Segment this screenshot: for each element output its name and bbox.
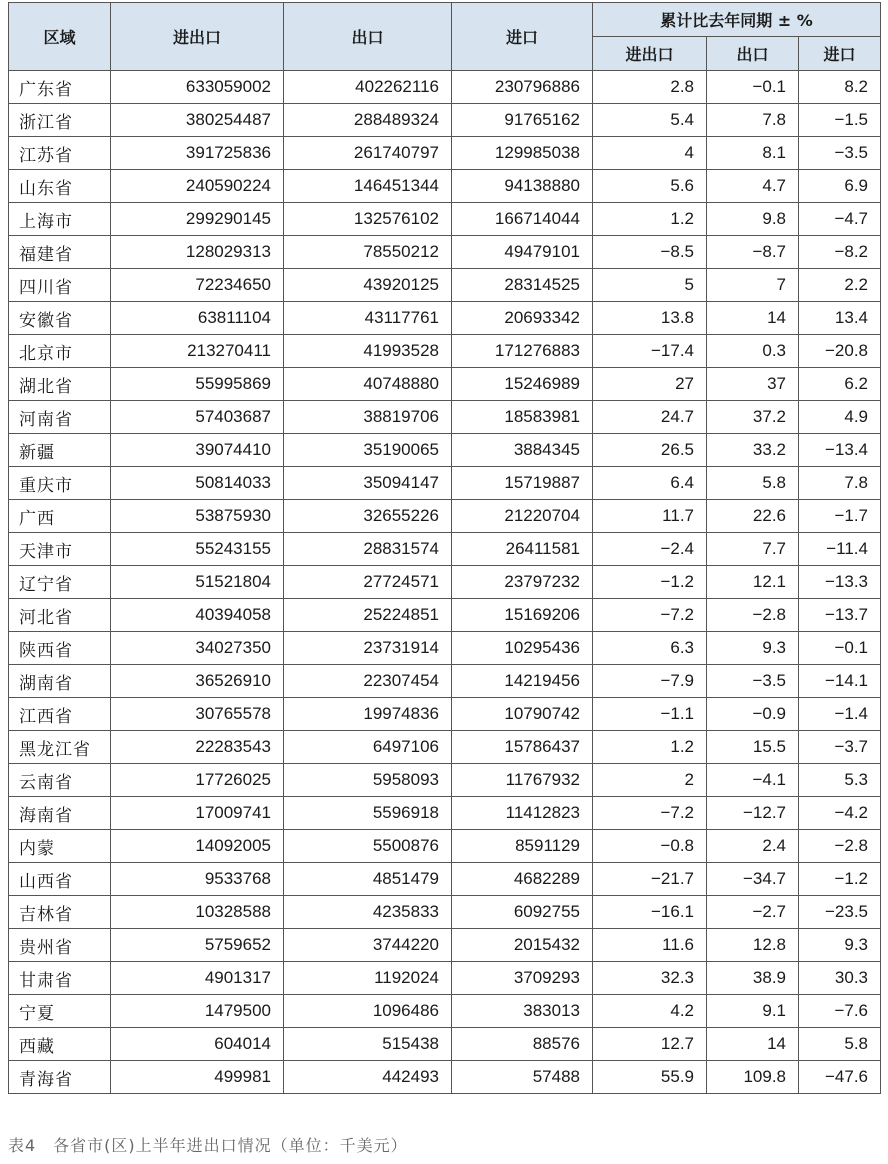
- cell-yoy-total: 11.6: [593, 929, 707, 962]
- header-export: 出口: [284, 3, 452, 71]
- cell-yoy-import: 8.2: [799, 71, 881, 104]
- cell-yoy-import: −11.4: [799, 533, 881, 566]
- cell-import: 14219456: [452, 665, 593, 698]
- cell-region: 新疆: [9, 434, 111, 467]
- cell-yoy-total: 12.7: [593, 1028, 707, 1061]
- cell-yoy-export: 14: [707, 1028, 799, 1061]
- cell-yoy-export: 37: [707, 368, 799, 401]
- cell-region: 重庆市: [9, 467, 111, 500]
- table-caption: 表4 各省市(区)上半年进出口情况（单位：千美元）: [8, 1136, 408, 1155]
- cell-yoy-export: 12.8: [707, 929, 799, 962]
- cell-yoy-import: −13.3: [799, 566, 881, 599]
- table-row: [9, 599, 881, 632]
- cell-import: 18583981: [452, 401, 593, 434]
- cell-yoy-export: 4.7: [707, 170, 799, 203]
- table-row: [9, 533, 881, 566]
- cell-yoy-import: −4.7: [799, 203, 881, 236]
- cell-import: 4682289: [452, 863, 593, 896]
- cell-total: 72234650: [111, 269, 284, 302]
- cell-yoy-import: −8.2: [799, 236, 881, 269]
- table-row: [9, 170, 881, 203]
- table-row: [9, 929, 881, 962]
- table-row: [9, 467, 881, 500]
- cell-import: 6092755: [452, 896, 593, 929]
- cell-yoy-import: −1.2: [799, 863, 881, 896]
- cell-export: 261740797: [284, 137, 452, 170]
- cell-yoy-import: −1.5: [799, 104, 881, 137]
- cell-yoy-import: −20.8: [799, 335, 881, 368]
- cell-yoy-import: 9.3: [799, 929, 881, 962]
- cell-import: 3709293: [452, 962, 593, 995]
- cell-region: 四川省: [9, 269, 111, 302]
- cell-import: 3884345: [452, 434, 593, 467]
- cell-export: 3744220: [284, 929, 452, 962]
- cell-yoy-export: 7.8: [707, 104, 799, 137]
- cell-yoy-import: 13.4: [799, 302, 881, 335]
- cell-yoy-total: −8.5: [593, 236, 707, 269]
- cell-import: 28314525: [452, 269, 593, 302]
- cell-export: 442493: [284, 1061, 452, 1094]
- cell-region: 广西: [9, 500, 111, 533]
- cell-yoy-export: 37.2: [707, 401, 799, 434]
- cell-import: 15169206: [452, 599, 593, 632]
- cell-total: 50814033: [111, 467, 284, 500]
- table-row: [9, 269, 881, 302]
- table-body: [9, 71, 881, 1094]
- cell-yoy-export: 7.7: [707, 533, 799, 566]
- cell-yoy-total: −7.2: [593, 797, 707, 830]
- table-row: [9, 665, 881, 698]
- cell-yoy-import: −13.4: [799, 434, 881, 467]
- cell-yoy-total: 5.6: [593, 170, 707, 203]
- cell-yoy-total: 2.8: [593, 71, 707, 104]
- cell-yoy-import: 5.8: [799, 1028, 881, 1061]
- cell-import: 57488: [452, 1061, 593, 1094]
- cell-import: 88576: [452, 1028, 593, 1061]
- cell-region: 甘肃省: [9, 962, 111, 995]
- cell-yoy-import: −3.5: [799, 137, 881, 170]
- cell-export: 132576102: [284, 203, 452, 236]
- cell-yoy-total: 55.9: [593, 1061, 707, 1094]
- cell-yoy-export: 15.5: [707, 731, 799, 764]
- cell-region: 河南省: [9, 401, 111, 434]
- cell-export: 5596918: [284, 797, 452, 830]
- cell-region: 宁夏: [9, 995, 111, 1028]
- cell-total: 380254487: [111, 104, 284, 137]
- cell-yoy-import: −4.2: [799, 797, 881, 830]
- cell-export: 28831574: [284, 533, 452, 566]
- cell-yoy-total: 24.7: [593, 401, 707, 434]
- table-row: [9, 1061, 881, 1094]
- cell-import: 10790742: [452, 698, 593, 731]
- cell-yoy-export: 8.1: [707, 137, 799, 170]
- table-row: [9, 368, 881, 401]
- table-row: [9, 236, 881, 269]
- cell-yoy-total: 32.3: [593, 962, 707, 995]
- table-row: [9, 830, 881, 863]
- cell-yoy-export: −2.8: [707, 599, 799, 632]
- cell-region: 西藏: [9, 1028, 111, 1061]
- table-row: [9, 137, 881, 170]
- cell-total: 10328588: [111, 896, 284, 929]
- table-row: [9, 401, 881, 434]
- cell-export: 288489324: [284, 104, 452, 137]
- table-row: [9, 962, 881, 995]
- cell-region: 吉林省: [9, 896, 111, 929]
- header-region: 区域: [9, 3, 111, 71]
- cell-export: 5500876: [284, 830, 452, 863]
- cell-yoy-export: 38.9: [707, 962, 799, 995]
- cell-total: 53875930: [111, 500, 284, 533]
- cell-export: 4235833: [284, 896, 452, 929]
- header-import: 进口: [452, 3, 593, 71]
- cell-total: 39074410: [111, 434, 284, 467]
- cell-export: 515438: [284, 1028, 452, 1061]
- cell-import: 171276883: [452, 335, 593, 368]
- cell-total: 57403687: [111, 401, 284, 434]
- cell-region: 辽宁省: [9, 566, 111, 599]
- header-total: 进出口: [111, 3, 284, 71]
- cell-export: 22307454: [284, 665, 452, 698]
- cell-region: 山东省: [9, 170, 111, 203]
- cell-export: 25224851: [284, 599, 452, 632]
- cell-yoy-total: 1.2: [593, 731, 707, 764]
- cell-total: 36526910: [111, 665, 284, 698]
- cell-import: 26411581: [452, 533, 593, 566]
- cell-yoy-import: −0.1: [799, 632, 881, 665]
- cell-total: 299290145: [111, 203, 284, 236]
- cell-region: 浙江省: [9, 104, 111, 137]
- cell-export: 32655226: [284, 500, 452, 533]
- table-row: [9, 731, 881, 764]
- cell-yoy-import: −7.6: [799, 995, 881, 1028]
- cell-import: 11412823: [452, 797, 593, 830]
- cell-yoy-total: 4: [593, 137, 707, 170]
- cell-yoy-export: −34.7: [707, 863, 799, 896]
- cell-total: 63811104: [111, 302, 284, 335]
- cell-region: 黑龙江省: [9, 731, 111, 764]
- cell-total: 5759652: [111, 929, 284, 962]
- cell-import: 91765162: [452, 104, 593, 137]
- cell-total: 240590224: [111, 170, 284, 203]
- cell-yoy-import: 30.3: [799, 962, 881, 995]
- cell-yoy-total: −16.1: [593, 896, 707, 929]
- table-row: [9, 764, 881, 797]
- cell-yoy-import: 7.8: [799, 467, 881, 500]
- table-row: [9, 203, 881, 236]
- cell-export: 43117761: [284, 302, 452, 335]
- table-row: [9, 302, 881, 335]
- cell-import: 21220704: [452, 500, 593, 533]
- cell-export: 23731914: [284, 632, 452, 665]
- cell-total: 1479500: [111, 995, 284, 1028]
- cell-export: 19974836: [284, 698, 452, 731]
- cell-total: 213270411: [111, 335, 284, 368]
- cell-export: 78550212: [284, 236, 452, 269]
- table-row: [9, 434, 881, 467]
- cell-export: 38819706: [284, 401, 452, 434]
- cell-yoy-export: −8.7: [707, 236, 799, 269]
- cell-import: 10295436: [452, 632, 593, 665]
- cell-total: 4901317: [111, 962, 284, 995]
- cell-yoy-export: 109.8: [707, 1061, 799, 1094]
- cell-yoy-import: −3.7: [799, 731, 881, 764]
- cell-import: 20693342: [452, 302, 593, 335]
- cell-region: 安徽省: [9, 302, 111, 335]
- cell-yoy-total: 5: [593, 269, 707, 302]
- cell-yoy-import: −1.4: [799, 698, 881, 731]
- cell-export: 43920125: [284, 269, 452, 302]
- cell-import: 8591129: [452, 830, 593, 863]
- cell-yoy-total: 13.8: [593, 302, 707, 335]
- cell-import: 49479101: [452, 236, 593, 269]
- cell-region: 江西省: [9, 698, 111, 731]
- cell-region: 湖南省: [9, 665, 111, 698]
- cell-yoy-total: 26.5: [593, 434, 707, 467]
- cell-total: 17009741: [111, 797, 284, 830]
- cell-yoy-export: −12.7: [707, 797, 799, 830]
- cell-yoy-export: −4.1: [707, 764, 799, 797]
- cell-yoy-total: 6.4: [593, 467, 707, 500]
- table-row: [9, 995, 881, 1028]
- cell-total: 14092005: [111, 830, 284, 863]
- table-row: [9, 566, 881, 599]
- cell-yoy-total: −21.7: [593, 863, 707, 896]
- cell-total: 22283543: [111, 731, 284, 764]
- cell-export: 35190065: [284, 434, 452, 467]
- trade-table: [8, 2, 881, 1094]
- cell-yoy-total: 1.2: [593, 203, 707, 236]
- cell-export: 35094147: [284, 467, 452, 500]
- cell-import: 23797232: [452, 566, 593, 599]
- cell-yoy-import: 6.9: [799, 170, 881, 203]
- cell-yoy-import: −13.7: [799, 599, 881, 632]
- table-row: [9, 500, 881, 533]
- table-row: [9, 1028, 881, 1061]
- cell-yoy-export: 14: [707, 302, 799, 335]
- cell-yoy-export: −3.5: [707, 665, 799, 698]
- cell-export: 27724571: [284, 566, 452, 599]
- cell-yoy-total: 6.3: [593, 632, 707, 665]
- cell-yoy-export: 22.6: [707, 500, 799, 533]
- cell-region: 山西省: [9, 863, 111, 896]
- cell-yoy-export: −2.7: [707, 896, 799, 929]
- cell-yoy-total: 4.2: [593, 995, 707, 1028]
- cell-yoy-total: 11.7: [593, 500, 707, 533]
- table-row: [9, 863, 881, 896]
- cell-yoy-export: 7: [707, 269, 799, 302]
- header-yoy-export: 出口: [707, 37, 799, 71]
- cell-total: 9533768: [111, 863, 284, 896]
- cell-yoy-export: 0.3: [707, 335, 799, 368]
- cell-export: 402262116: [284, 71, 452, 104]
- cell-yoy-total: 2: [593, 764, 707, 797]
- cell-yoy-total: −1.1: [593, 698, 707, 731]
- cell-total: 17726025: [111, 764, 284, 797]
- cell-import: 2015432: [452, 929, 593, 962]
- header-yoy-import: 进口: [799, 37, 881, 71]
- cell-yoy-total: −17.4: [593, 335, 707, 368]
- table-row: [9, 632, 881, 665]
- table-row: [9, 896, 881, 929]
- cell-yoy-import: −14.1: [799, 665, 881, 698]
- cell-import: 129985038: [452, 137, 593, 170]
- cell-import: 15786437: [452, 731, 593, 764]
- cell-export: 40748880: [284, 368, 452, 401]
- cell-total: 40394058: [111, 599, 284, 632]
- cell-import: 383013: [452, 995, 593, 1028]
- cell-region: 贵州省: [9, 929, 111, 962]
- cell-yoy-export: 2.4: [707, 830, 799, 863]
- cell-total: 55243155: [111, 533, 284, 566]
- cell-export: 5958093: [284, 764, 452, 797]
- cell-yoy-total: −0.8: [593, 830, 707, 863]
- cell-import: 230796886: [452, 71, 593, 104]
- cell-total: 55995869: [111, 368, 284, 401]
- cell-export: 4851479: [284, 863, 452, 896]
- cell-yoy-export: 9.1: [707, 995, 799, 1028]
- cell-region: 上海市: [9, 203, 111, 236]
- cell-yoy-import: 4.9: [799, 401, 881, 434]
- cell-region: 福建省: [9, 236, 111, 269]
- cell-yoy-export: −0.9: [707, 698, 799, 731]
- cell-yoy-export: 5.8: [707, 467, 799, 500]
- cell-yoy-total: −2.4: [593, 533, 707, 566]
- cell-total: 30765578: [111, 698, 284, 731]
- cell-export: 1096486: [284, 995, 452, 1028]
- cell-total: 51521804: [111, 566, 284, 599]
- table-row: [9, 698, 881, 731]
- cell-import: 166714044: [452, 203, 593, 236]
- cell-export: 41993528: [284, 335, 452, 368]
- cell-total: 391725836: [111, 137, 284, 170]
- cell-yoy-total: −7.2: [593, 599, 707, 632]
- table-row: [9, 104, 881, 137]
- cell-yoy-export: −0.1: [707, 71, 799, 104]
- cell-region: 青海省: [9, 1061, 111, 1094]
- cell-region: 湖北省: [9, 368, 111, 401]
- cell-import: 94138880: [452, 170, 593, 203]
- cell-total: 604014: [111, 1028, 284, 1061]
- cell-total: 499981: [111, 1061, 284, 1094]
- cell-yoy-total: −1.2: [593, 566, 707, 599]
- cell-region: 河北省: [9, 599, 111, 632]
- cell-total: 633059002: [111, 71, 284, 104]
- cell-import: 15246989: [452, 368, 593, 401]
- cell-region: 云南省: [9, 764, 111, 797]
- header-yoy-total: 进出口: [593, 37, 707, 71]
- cell-export: 146451344: [284, 170, 452, 203]
- cell-region: 广东省: [9, 71, 111, 104]
- cell-region: 海南省: [9, 797, 111, 830]
- cell-import: 15719887: [452, 467, 593, 500]
- cell-export: 1192024: [284, 962, 452, 995]
- cell-yoy-import: −1.7: [799, 500, 881, 533]
- cell-import: 11767932: [452, 764, 593, 797]
- cell-total: 34027350: [111, 632, 284, 665]
- cell-region: 北京市: [9, 335, 111, 368]
- cell-yoy-import: −2.8: [799, 830, 881, 863]
- cell-yoy-import: −23.5: [799, 896, 881, 929]
- cell-total: 128029313: [111, 236, 284, 269]
- cell-yoy-total: −7.9: [593, 665, 707, 698]
- header-yoy-group: 累计比去年同期 ± %: [593, 3, 881, 37]
- cell-yoy-total: 5.4: [593, 104, 707, 137]
- cell-region: 江苏省: [9, 137, 111, 170]
- cell-yoy-export: 9.8: [707, 203, 799, 236]
- table-row: [9, 335, 881, 368]
- cell-yoy-import: 5.3: [799, 764, 881, 797]
- cell-export: 6497106: [284, 731, 452, 764]
- cell-region: 陕西省: [9, 632, 111, 665]
- cell-region: 内蒙: [9, 830, 111, 863]
- cell-yoy-total: 27: [593, 368, 707, 401]
- cell-region: 天津市: [9, 533, 111, 566]
- table-row: [9, 71, 881, 104]
- cell-yoy-import: 6.2: [799, 368, 881, 401]
- cell-yoy-import: 2.2: [799, 269, 881, 302]
- cell-yoy-export: 12.1: [707, 566, 799, 599]
- table-row: [9, 797, 881, 830]
- cell-yoy-export: 33.2: [707, 434, 799, 467]
- cell-yoy-import: −47.6: [799, 1061, 881, 1094]
- cell-yoy-export: 9.3: [707, 632, 799, 665]
